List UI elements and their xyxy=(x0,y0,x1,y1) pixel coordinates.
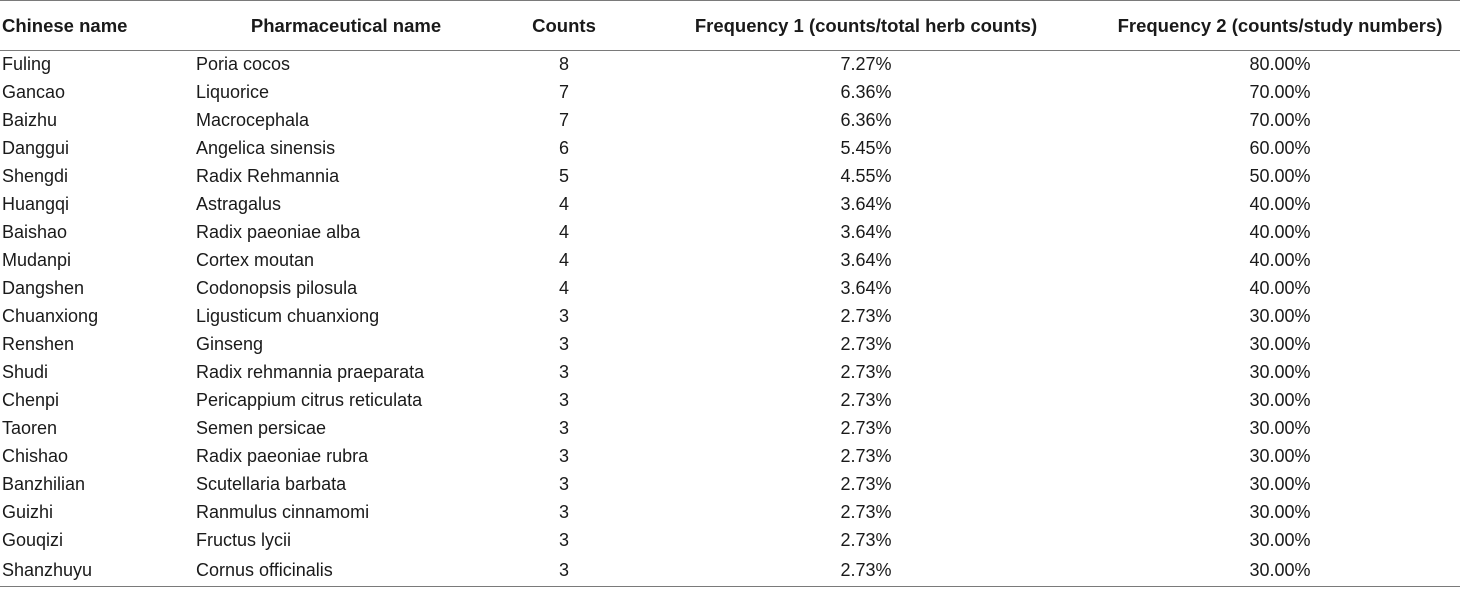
cell-counts: 4 xyxy=(558,222,569,242)
cell-frequency-2: 30.00% xyxy=(1249,306,1311,326)
cell-counts: 3 xyxy=(558,474,569,494)
cell-pharmaceutical-name: Cortex moutan xyxy=(196,250,315,270)
header-row xyxy=(0,1,1460,51)
cell-chinese-name: Renshen xyxy=(2,334,75,354)
cell-frequency-1: 2.73% xyxy=(840,306,892,326)
cell-frequency-1: 2.73% xyxy=(840,362,892,382)
cell-chinese-name: Baizhu xyxy=(2,110,58,130)
cell-frequency-2: 30.00% xyxy=(1249,390,1311,410)
cell-frequency-1: 6.36% xyxy=(840,82,892,102)
cell-frequency-1: 2.73% xyxy=(840,502,892,522)
cell-chinese-name: Chishao xyxy=(2,446,69,466)
cell-frequency-1: 2.73% xyxy=(840,334,892,354)
table-row xyxy=(0,107,1460,135)
cell-counts: 4 xyxy=(558,194,569,214)
cell-pharmaceutical-name: Pericappium citrus reticulata xyxy=(196,390,423,410)
cell-chinese-name: Shanzhuyu xyxy=(0,555,196,587)
header-frequency-2: Frequency 2 (counts/study numbers) xyxy=(1117,14,1443,36)
cell-pharmaceutical-name: Poria cocos xyxy=(196,54,291,75)
cell-chinese-name: Shudi xyxy=(2,362,49,382)
table-row xyxy=(0,471,1460,499)
cell-frequency-2: 70.00% xyxy=(1249,82,1311,102)
table-row xyxy=(0,387,1460,415)
cell-chinese-name: Taoren xyxy=(2,418,58,438)
table-row xyxy=(0,415,1460,443)
cell-pharmaceutical-name: Angelica sinensis xyxy=(196,138,336,158)
cell-counts: 4 xyxy=(558,250,569,270)
cell-frequency-2: 30.00% xyxy=(1249,362,1311,382)
cell-frequency-1: 6.36% xyxy=(840,110,892,130)
cell-pharmaceutical-name: Liquorice xyxy=(196,82,270,102)
cell-frequency-2: 30.00% xyxy=(1249,502,1311,522)
cell-frequency-2: 60.00% xyxy=(1249,138,1311,158)
cell-frequency-1: 2.73% xyxy=(840,446,892,466)
cell-counts: 7 xyxy=(558,82,569,102)
cell-counts: 3 xyxy=(558,390,569,410)
cell-counts: 4 xyxy=(558,278,569,298)
cell-pharmaceutical-name: Radix Rehmannia xyxy=(196,166,340,186)
cell-frequency-1: 2.73% xyxy=(840,390,892,410)
cell-frequency-1: 2.73% xyxy=(840,474,892,494)
table-header xyxy=(0,1,1460,51)
table-row xyxy=(0,527,1460,555)
cell-counts: 3 xyxy=(558,362,569,382)
table-row xyxy=(0,331,1460,359)
cell-chinese-name: Guizhi xyxy=(2,502,54,522)
table-row xyxy=(0,135,1460,163)
cell-counts: 7 xyxy=(558,110,569,130)
table-row xyxy=(0,163,1460,191)
cell-counts: 3 xyxy=(496,555,632,587)
cell-frequency-2: 30.00% xyxy=(1249,418,1311,438)
cell-counts: 3 xyxy=(558,446,569,466)
cell-frequency-2: 70.00% xyxy=(1249,110,1311,130)
cell-frequency-2: 80.00% xyxy=(1249,54,1311,75)
cell-chinese-name: Gancao xyxy=(2,82,66,102)
cell-counts: 8 xyxy=(558,54,569,75)
cell-frequency-2: 30.00% xyxy=(1249,530,1311,550)
cell-frequency-2: 40.00% xyxy=(1249,278,1311,298)
cell-frequency-1: 5.45% xyxy=(840,138,892,158)
header-frequency-1: Frequency 1 (counts/total herb counts) xyxy=(694,14,1038,36)
cell-pharmaceutical-name: Ginseng xyxy=(196,334,264,354)
cell-frequency-1: 7.27% xyxy=(840,54,892,75)
table-row xyxy=(0,51,1460,79)
cell-pharmaceutical-name: Ranmulus cinnamomi xyxy=(196,502,370,522)
cell-pharmaceutical-name: Codonopsis pilosula xyxy=(196,278,358,298)
cell-pharmaceutical-name: Semen persicae xyxy=(196,418,327,438)
cell-pharmaceutical-name: Radix paeoniae alba xyxy=(196,222,361,242)
cell-frequency-1: 3.64% xyxy=(840,194,892,214)
cell-counts: 3 xyxy=(558,418,569,438)
cell-frequency-2: 30.00% xyxy=(1249,474,1311,494)
table-row xyxy=(0,303,1460,331)
cell-chinese-name: Chuanxiong xyxy=(2,306,99,326)
cell-frequency-2: 50.00% xyxy=(1249,166,1311,186)
cell-counts: 5 xyxy=(558,166,569,186)
header-counts: Counts xyxy=(532,14,596,36)
cell-pharmaceutical-name: Fructus lycii xyxy=(196,530,292,550)
cell-frequency-2: 30.00% xyxy=(1249,334,1311,354)
cell-chinese-name: Danggui xyxy=(2,138,70,158)
table-row xyxy=(0,443,1460,471)
cell-chinese-name: Fuling xyxy=(2,54,52,75)
cell-frequency-2: 30.00% xyxy=(1100,555,1460,587)
cell-frequency-2: 40.00% xyxy=(1249,250,1311,270)
cell-frequency-1: 3.64% xyxy=(840,250,892,270)
table-row xyxy=(0,191,1460,219)
cell-counts: 3 xyxy=(558,334,569,354)
cell-frequency-1: 2.73% xyxy=(632,555,1100,587)
cell-pharmaceutical-name: Macrocephala xyxy=(196,110,310,130)
cell-chinese-name: Huangqi xyxy=(2,194,70,214)
table-row xyxy=(0,79,1460,107)
table-row xyxy=(0,555,1460,587)
cell-pharmaceutical-name: Astragalus xyxy=(196,194,282,214)
cell-frequency-1: 2.73% xyxy=(840,418,892,438)
header-pharmaceutical-name: Pharmaceutical name xyxy=(250,14,442,36)
table-row xyxy=(0,275,1460,303)
cell-chinese-name: Mudanpi xyxy=(2,250,72,270)
cell-counts: 3 xyxy=(558,502,569,522)
cell-frequency-1: 4.55% xyxy=(840,166,892,186)
cell-pharmaceutical-name: Cornus officinalis xyxy=(196,555,496,587)
table-row xyxy=(0,247,1460,275)
cell-chinese-name: Dangshen xyxy=(2,278,85,298)
cell-chinese-name: Chenpi xyxy=(2,390,60,410)
cell-pharmaceutical-name: Radix paeoniae rubra xyxy=(196,446,369,466)
cell-counts: 3 xyxy=(558,306,569,326)
cell-pharmaceutical-name: Scutellaria barbata xyxy=(196,474,347,494)
cell-frequency-1: 3.64% xyxy=(840,222,892,242)
cell-pharmaceutical-name: Radix rehmannia praeparata xyxy=(196,362,425,382)
cell-frequency-1: 2.73% xyxy=(840,530,892,550)
cell-chinese-name: Baishao xyxy=(2,222,68,242)
cell-chinese-name: Shengdi xyxy=(2,166,69,186)
table-body xyxy=(0,51,1460,587)
cell-frequency-2: 30.00% xyxy=(1249,446,1311,466)
cell-counts: 3 xyxy=(558,530,569,550)
cell-chinese-name: Banzhilian xyxy=(2,474,86,494)
table-row xyxy=(0,359,1460,387)
header-chinese-name: Chinese name xyxy=(2,14,128,36)
cell-frequency-2: 40.00% xyxy=(1249,194,1311,214)
cell-pharmaceutical-name: Ligusticum chuanxiong xyxy=(196,306,380,326)
cell-frequency-2: 40.00% xyxy=(1249,222,1311,242)
cell-chinese-name: Gouqizi xyxy=(2,530,64,550)
table-row xyxy=(0,499,1460,527)
cell-counts: 6 xyxy=(558,138,569,158)
cell-frequency-1: 3.64% xyxy=(840,278,892,298)
table-row xyxy=(0,219,1460,247)
